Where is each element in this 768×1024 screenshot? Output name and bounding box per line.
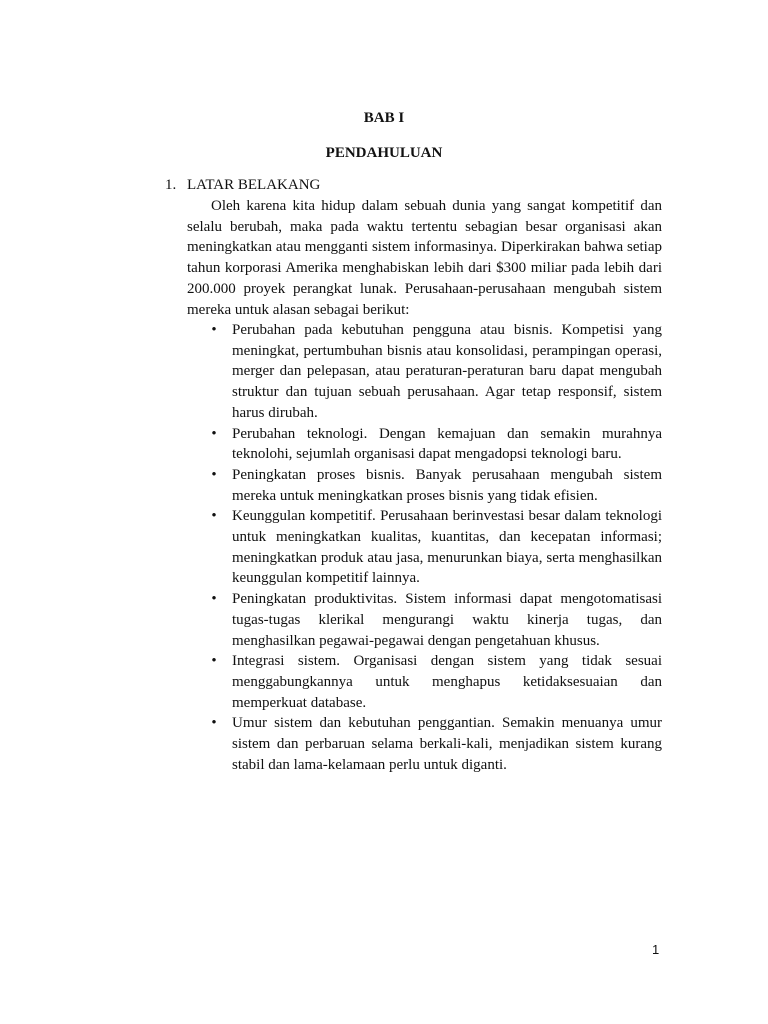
page-number: 1	[652, 942, 660, 957]
bullet-icon: •	[211, 322, 217, 338]
list-item-text: Keunggulan kompetitif. Perusahaan berinvestasi besar dalam teknologi untuk meningkatkan kualitas, kuantitas, dan kecepatan informasi; meningkatkan produk atau jasa, menurunkan biaya, serta menghasilkan keunggulan kompetitif lainnya.	[232, 508, 662, 587]
list-item	[187, 589, 662, 651]
reasons-list	[187, 320, 662, 775]
list-item	[187, 506, 662, 589]
list-item-text: Peningkatan proses bisnis. Banyak perusahaan mengubah sistem mereka untuk meningkatkan proses bisnis yang tidak efisien.	[232, 466, 662, 504]
chapter-label: BAB I	[363, 110, 405, 126]
list-item	[187, 713, 662, 775]
list-item-text: Perubahan pada kebutuhan pengguna atau bisnis. Kompetisi yang meningkat, pertumbuhan bisnis atau konsolidasi, perampingan operasi, merger dan pelepasan, atau peraturan-peraturan baru dapat mengubah struktur dan tujuan sebuah perusahaan. Agar tetap responsif, sistem harus dirubah.	[232, 322, 662, 421]
list-item-text: Perubahan teknologi. Dengan kemajuan dan semakin murahnya teknolohi, sejumlah organisasi dapat mengadopsi teknologi baru.	[232, 425, 662, 463]
list-item	[187, 651, 662, 713]
intro-paragraph: Oleh karena kita hidup dalam sebuah dunia yang sangat kompetitif dan selalu berubah, maka pada waktu tertentu sebagian besar organisasi akan meningkatkan atau mengganti sistem informasinya. Diperkirakan bahwa setiap tahun korporasi Amerika menghabiskan lebih dari $300 miliar pada lebih dari 200.000 proyek perangkat lunak. Perusahaan-perusahaan mengubah sistem mereka untuk alasan sebagai berikut:	[187, 198, 662, 318]
bullet-icon: •	[211, 508, 217, 525]
chapter-title: PENDAHULUAN	[325, 145, 443, 161]
list-item-text: Integrasi sistem. Organisasi dengan sistem yang tidak sesuai menggabungkannya untuk menghapus ketidaksesuaian dan memperkuat database.	[232, 653, 662, 711]
section-title: LATAR BELAKANG	[187, 177, 321, 193]
bullet-icon: •	[211, 715, 217, 732]
bullet-icon: •	[211, 653, 217, 670]
list-item-text: Umur sistem dan kebutuhan penggantian. Semakin menuanya umur sistem dan perbaruan selama berkali-kali, menjadikan sistem kurang stabil dan lama-kelamaan perlu untuk diganti.	[232, 715, 662, 773]
bullet-icon: •	[211, 591, 217, 608]
section-heading	[165, 175, 320, 195]
bullet-icon: •	[211, 466, 217, 483]
bullet-icon: •	[211, 425, 217, 442]
list-item	[187, 424, 662, 465]
list-item	[187, 465, 662, 506]
list-item	[187, 320, 662, 424]
list-item-text: Peningkatan produktivitas. Sistem informasi dapat mengotomatisasi tugas-tugas klerikal mengurangi waktu kinerja tugas, dan menghasilkan pegawai-pegawai dengan pengetahuan khusus.	[232, 591, 662, 649]
section-number: 1.	[165, 177, 177, 193]
